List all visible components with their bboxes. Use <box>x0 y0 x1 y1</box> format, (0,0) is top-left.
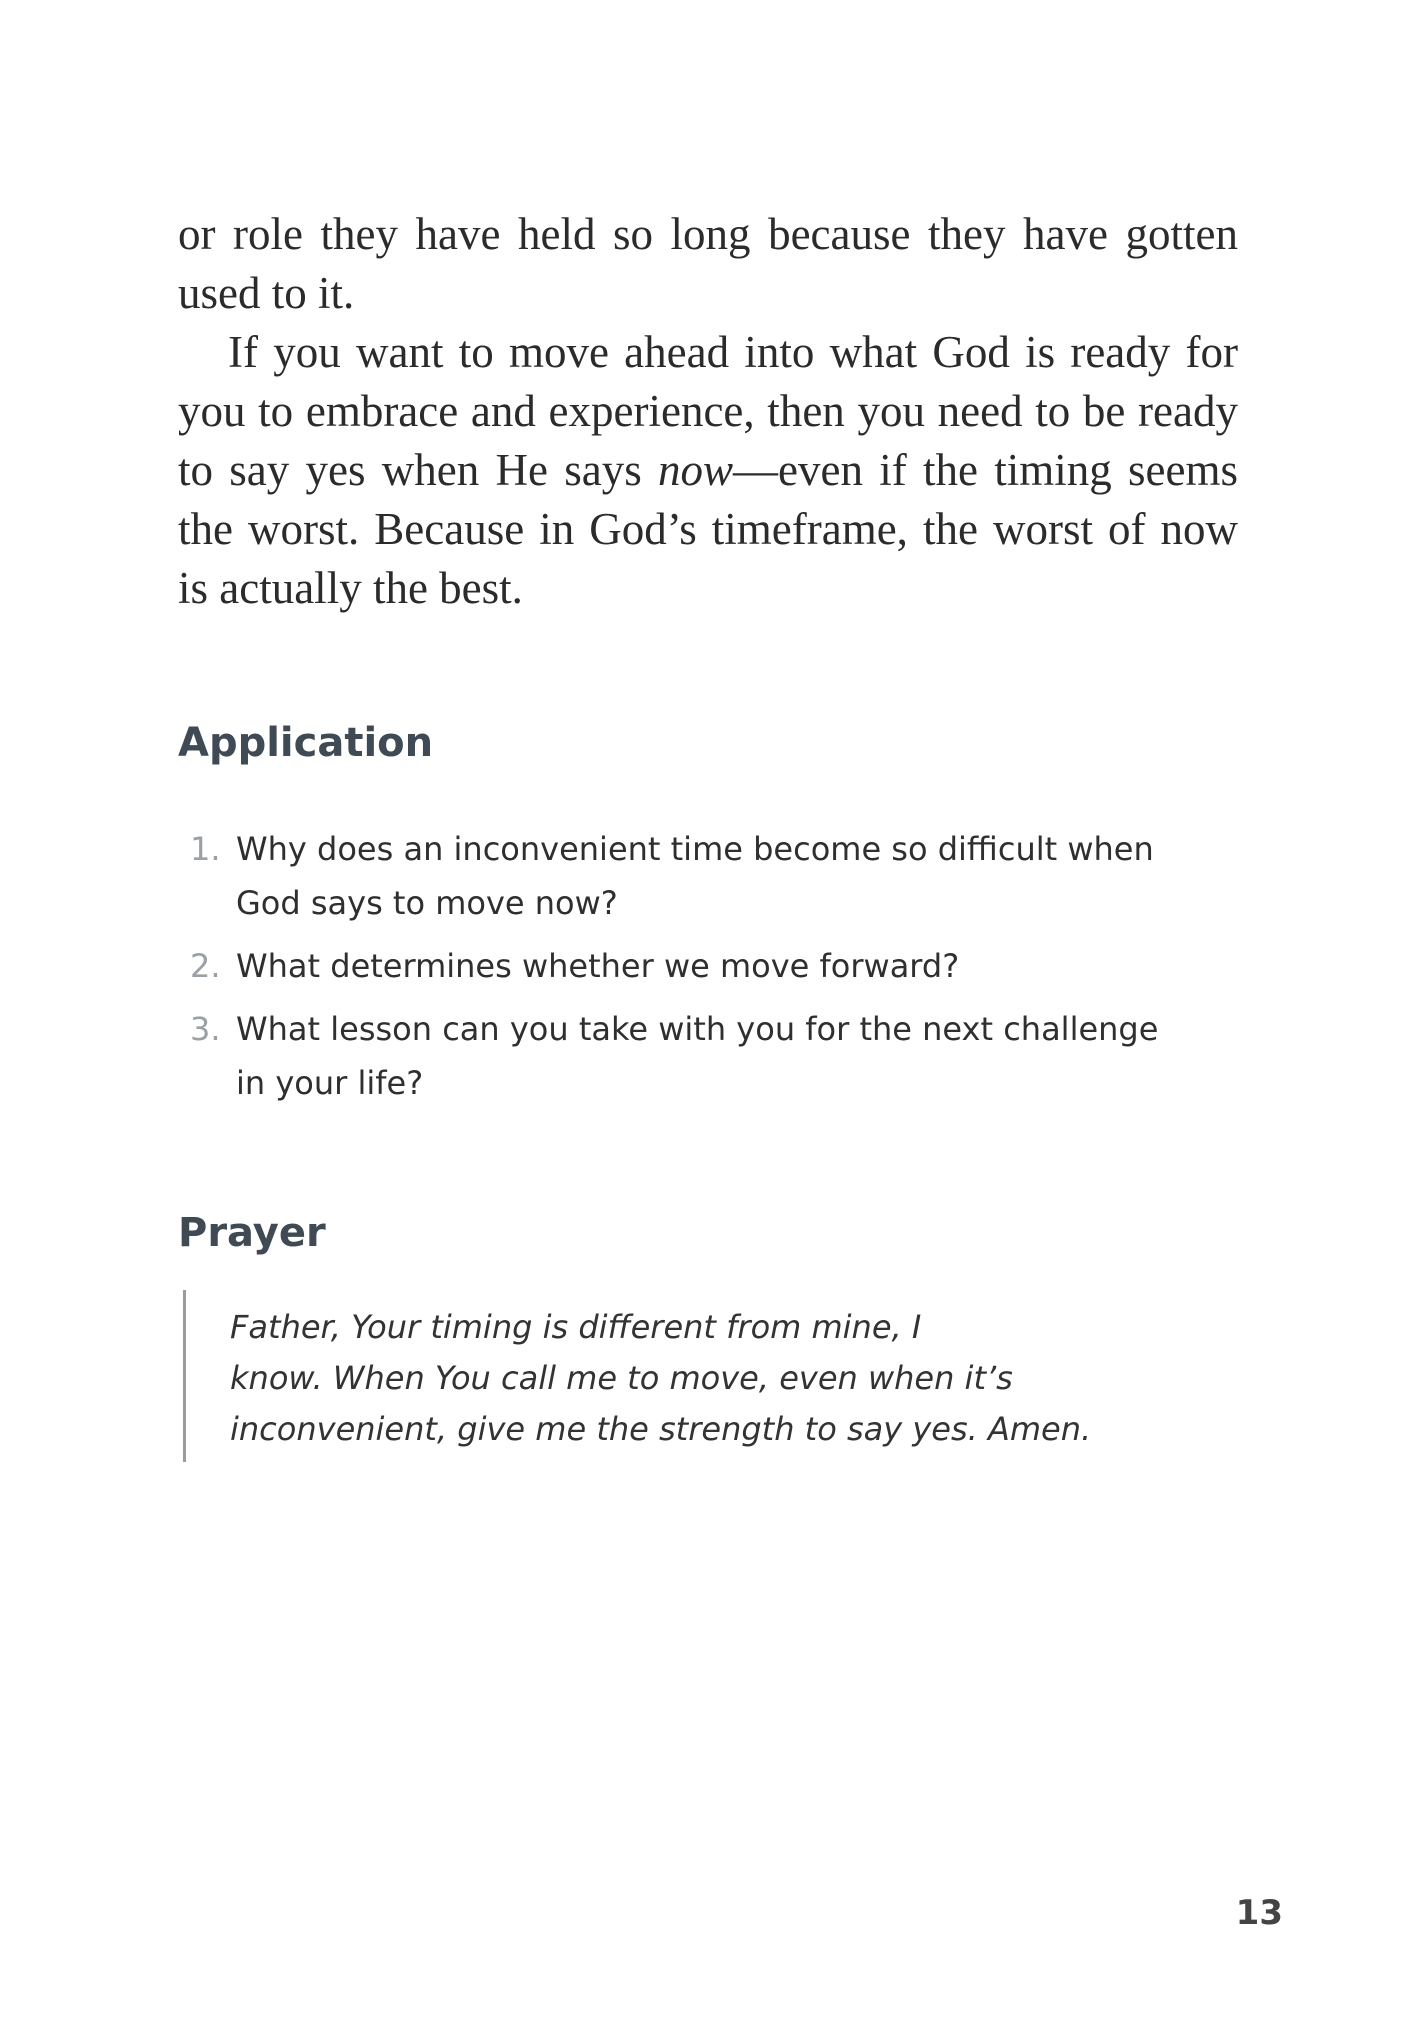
application-heading: Application <box>178 720 434 766</box>
question-text: What lesson can you take with you for the next challenge in your life? <box>236 1010 1159 1102</box>
prayer-heading: Prayer <box>178 1210 326 1256</box>
question-number: 3. <box>190 1010 221 1048</box>
question-text: Why does an inconvenient time become so difficult when God says to move now? <box>236 830 1154 922</box>
application-questions <box>178 822 1178 1119</box>
prayer-line: know. When You call me to move, even when it’s <box>230 1359 1013 1397</box>
body-paragraph-2 <box>178 323 1238 618</box>
question-item <box>178 1002 1178 1110</box>
question-item <box>178 822 1178 930</box>
emphasis-now: now <box>658 445 734 495</box>
page-number: 13 <box>1235 1893 1283 1933</box>
question-item <box>178 939 1178 993</box>
question-text: What determines whether we move forward? <box>236 947 960 985</box>
body-text <box>178 205 1238 618</box>
prayer-text <box>230 1302 1170 1455</box>
question-number: 1. <box>190 830 221 868</box>
body-paragraph-1: or role they have held so long because they have gotten used to it. <box>178 209 1238 318</box>
prayer-block <box>183 1290 1183 1462</box>
question-number: 2. <box>190 947 221 985</box>
body-paragraph-2-end: —even if the timing seems the worst. Because in God’s timeframe, the worst of now is actually the best. <box>178 445 1238 613</box>
body-paragraph-2-start: If you want to move ahead into what God is ready for you to embrace and experience, then you need to be ready to say yes when He says <box>178 327 1238 495</box>
prayer-line: Father, Your timing is different from mine, I <box>230 1308 922 1346</box>
prayer-line: inconvenient, give me the strength to say yes. Amen. <box>230 1410 1092 1448</box>
